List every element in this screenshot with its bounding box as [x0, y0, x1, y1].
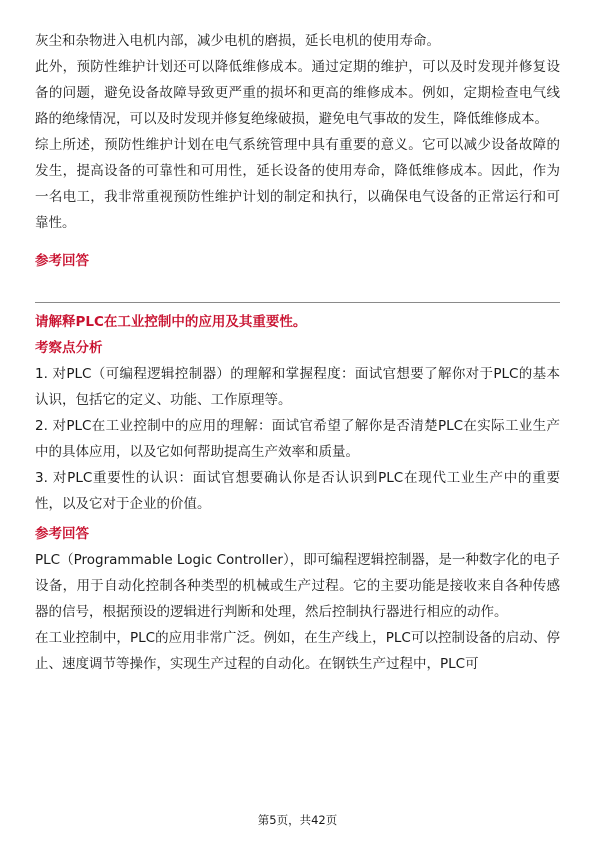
paragraph: 此外，预防性维护计划还可以降低维修成本。通过定期的维护，可以及时发现并修复设备的问题，避免设备故障导致更严重的损坏和更高的维修成本。例如，定期检查电气线路的绝缘情况，可以及时发现并修复绝缘破损，避免电气事故的发生，降低维修成本。	[35, 59, 560, 127]
question-title: 请解释PLC在工业控制中的应用及其重要性。	[35, 314, 307, 330]
analysis-point: 1. 对PLC（可编程逻辑控制器）的理解和掌握程度：面试官想要了解你对于PLC的基本认识，包括它的定义、功能、工作原理等。	[35, 366, 560, 408]
paragraph: 灰尘和杂物进入电机内部，减少电机的磨损，延长电机的使用寿命。	[35, 33, 440, 49]
document-page	[35, 0, 560, 677]
analysis-point: 2. 对PLC在工业控制中的应用的理解：面试官希望了解你是否清楚PLC在实际工业生产中的具体应用，以及它如何帮助提高生产效率和质量。	[35, 418, 560, 460]
reference-answer-label: 参考回答	[35, 526, 89, 542]
answer-paragraph: PLC（Programmable Logic Controller），即可编程逻辑控制器，是一种数字化的电子设备，用于自动化控制各种类型的机械或生产过程。它的主要功能是接收来自各种传感器的信号，根据预设的逻辑进行判断和处理，然后控制执行器进行相应的动作。	[35, 552, 560, 620]
analysis-point: 3. 对PLC重要性的认识：面试官想要确认你是否认识到PLC在现代工业生产中的重要性，以及它对于企业的价值。	[35, 470, 560, 512]
answer-paragraph: 在工业控制中，PLC的应用非常广泛。例如，在生产线上，PLC可以控制设备的启动、停止、速度调节等操作，实现生产过程的自动化。在钢铁生产过程中，PLC可	[35, 630, 560, 672]
paragraph: 综上所述，预防性维护计划在电气系统管理中具有重要的意义。它可以减少设备故障的发生，提高设备的可靠性和可用性，延长设备的使用寿命，降低维修成本。因此，作为一名电工，我非常重视预防性维护计划的制定和执行，以确保电气设备的正常运行和可靠性。	[35, 137, 560, 231]
analysis-label: 考察点分析	[35, 340, 103, 356]
reference-answer-label: 参考回答	[35, 253, 89, 269]
page-number: 第5页，共42页	[257, 813, 338, 827]
